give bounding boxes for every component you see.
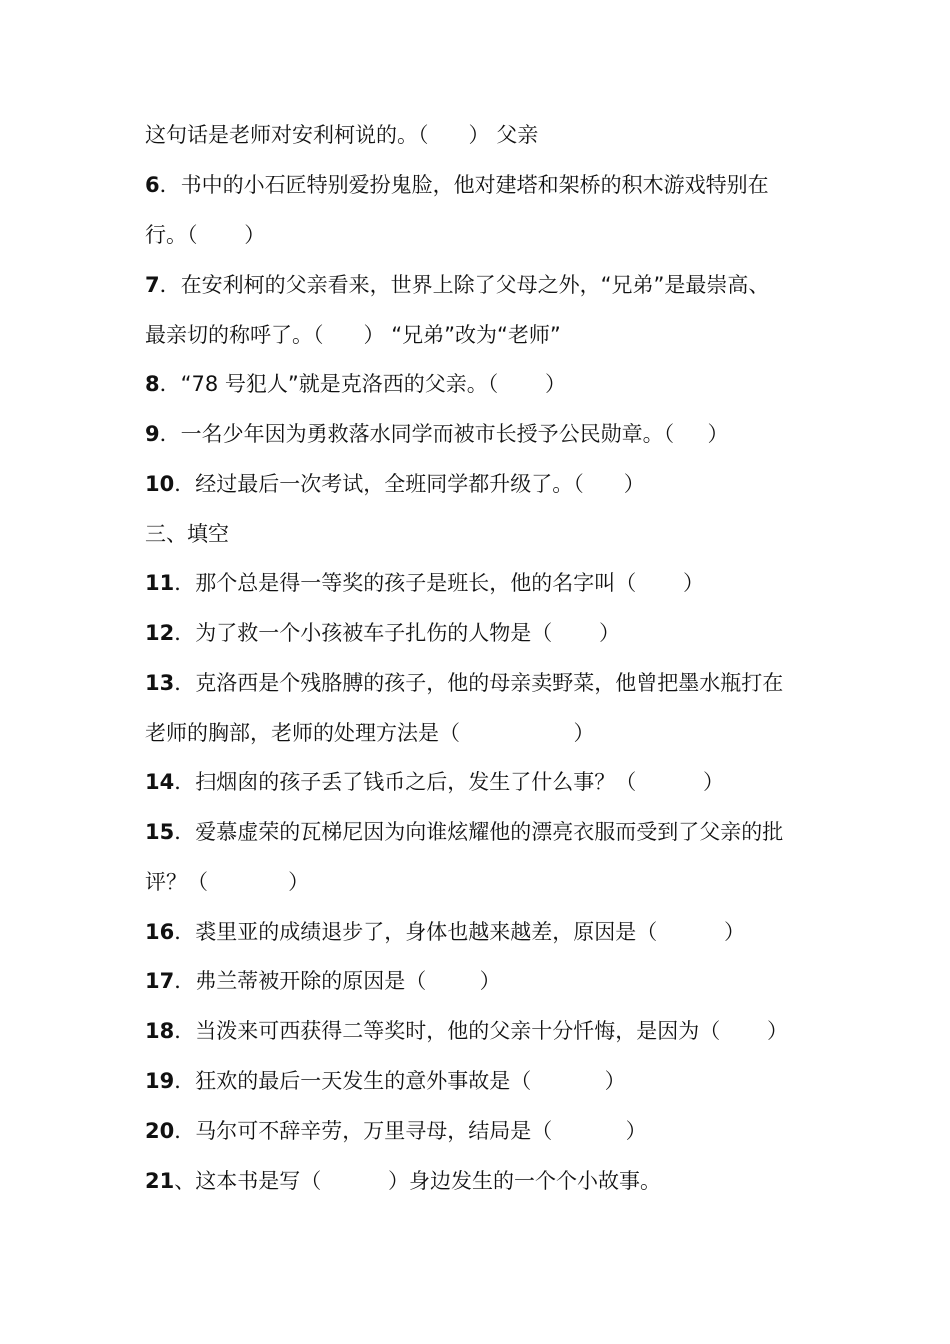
- line-text: ．书中的小石匠特别爱扮鬼脸，他对建塔和架桥的积木游戏特别在: [159, 173, 769, 197]
- item-number: 8: [145, 372, 160, 396]
- item-number: 20: [145, 1119, 175, 1143]
- line-text: ．一名少年因为勇救落水同学而被市长授予公民勋章。（ ）: [159, 422, 729, 446]
- line-text: 评？（ ）: [145, 870, 310, 894]
- item-number: 13: [145, 671, 175, 695]
- item-number: 7: [145, 273, 160, 297]
- item-number: 6: [145, 173, 160, 197]
- line-text: 、这本书是写（ ）身边发生的一个个小故事。: [174, 1169, 661, 1193]
- item-number: 11: [145, 571, 175, 595]
- line-1: [145, 120, 538, 150]
- question-17: [145, 966, 501, 996]
- question-9: [145, 419, 729, 449]
- line-text: ．狂欢的最后一天发生的意外事故是（ ）: [174, 1069, 626, 1093]
- item-number: 9: [145, 422, 160, 446]
- line-text: ．“78 号犯人”就是克洛西的父亲。（ ）: [159, 372, 567, 396]
- line-text: ．为了救一个小孩被车子扎伤的人物是（ ）: [174, 621, 620, 645]
- item-number: 14: [145, 770, 175, 794]
- question-21: [145, 1166, 661, 1196]
- question-7: [145, 270, 769, 300]
- question-14: [145, 767, 724, 797]
- item-number: 18: [145, 1019, 175, 1043]
- line-text: ．马尔可不辞辛劳，万里寻母，结局是（ ）: [174, 1119, 647, 1143]
- line-text: 老师的胸部，老师的处理方法是（ ）: [145, 721, 595, 745]
- line-text: 三、填空: [145, 522, 229, 546]
- question-16: [145, 917, 745, 947]
- line-text: ．扫烟囱的孩子丢了钱币之后，发生了什么事？（ ）: [174, 770, 724, 794]
- line-text: ．当泼来可西获得二等奖时，他的父亲十分忏悔，是因为（ ）: [174, 1019, 788, 1043]
- question-11: [145, 568, 704, 598]
- question-13-continued: [145, 718, 594, 748]
- item-number: 21: [145, 1169, 175, 1193]
- question-19: [145, 1066, 626, 1096]
- item-number: 16: [145, 920, 175, 944]
- question-15: [145, 817, 783, 847]
- line-text: ．克洛西是个残胳膊的孩子，他的母亲卖野菜，他曾把墨水瓶打在: [174, 671, 784, 695]
- item-number: 12: [145, 621, 175, 645]
- line-text: ．经过最后一次考试，全班同学都升级了。（ ）: [174, 472, 645, 496]
- question-15-continued: [145, 867, 309, 897]
- line-text: ．裘里亚的成绩退步了，身体也越来越差，原因是（ ）: [174, 920, 745, 944]
- item-number: 19: [145, 1069, 175, 1093]
- section-heading: [145, 519, 229, 549]
- line-text: 行。（ ）: [145, 223, 266, 247]
- item-number: 10: [145, 472, 175, 496]
- question-20: [145, 1116, 647, 1146]
- item-number: 15: [145, 820, 175, 844]
- question-18: [145, 1016, 788, 1046]
- line-text: ．那个总是得一等奖的孩子是班长，他的名字叫（ ）: [174, 571, 704, 595]
- question-8: [145, 369, 566, 399]
- question-6: [145, 170, 769, 200]
- line-text: ．在安利柯的父亲看来，世界上除了父母之外，“兄弟”是最崇高、: [159, 273, 770, 297]
- line-text: ．弗兰蒂被开除的原因是（ ）: [174, 969, 501, 993]
- question-7-continued: [145, 320, 561, 350]
- item-number: 17: [145, 969, 175, 993]
- line-text: 这句话是老师对安利柯说的。（ ） 父亲: [145, 123, 539, 147]
- line-text: ．爱慕虚荣的瓦梯尼因为向谁炫耀他的漂亮衣服而受到了父亲的批: [174, 820, 784, 844]
- question-13: [145, 668, 783, 698]
- question-6-continued: [145, 220, 265, 250]
- question-12: [145, 618, 620, 648]
- line-text: 最亲切的称呼了。（ ） “兄弟”改为“老师”: [145, 323, 561, 347]
- question-10: [145, 469, 645, 499]
